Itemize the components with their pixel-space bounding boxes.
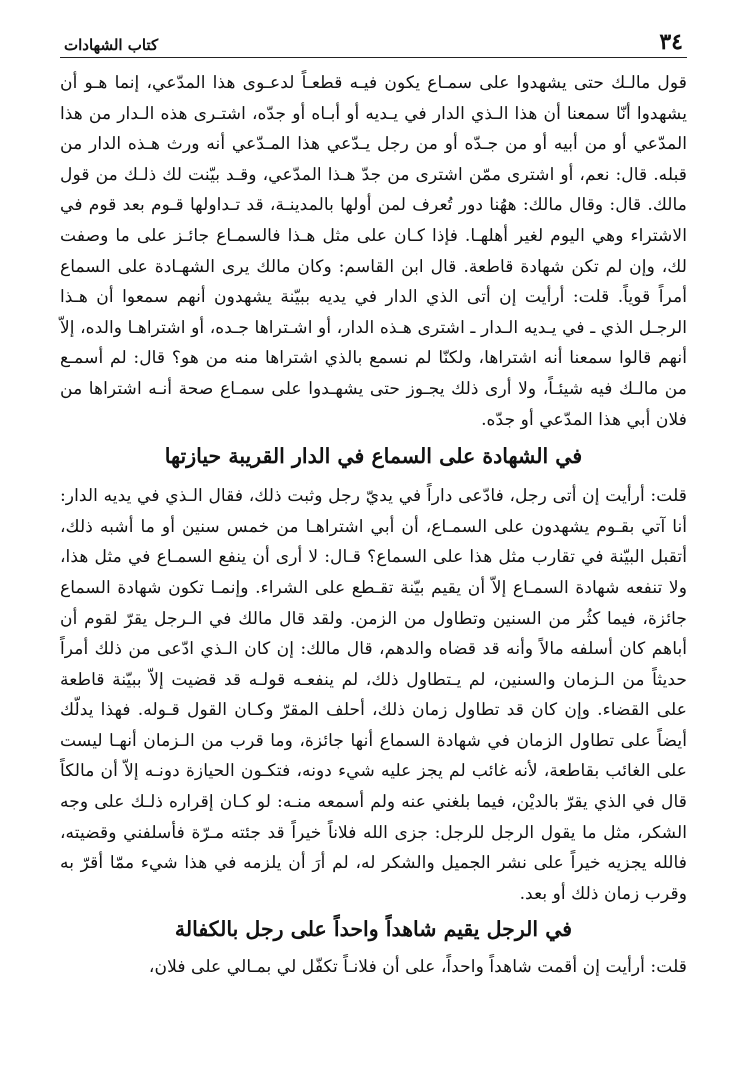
body-paragraph: قول مالـك حتى يشهدوا على سمـاع يكون فيـه قطعـاً لدعـوى هذا المدّعي، إنما هـو أن يشهدوا أنّا سمعنا أن هذا الـذي الدار في يـديه أو أبـاه أو جدّه، اشتـرى هذه الـدار من هذا المدّعي أو من أبيه أو من جـدّه أو من رجل يـدّعي هذا المـدّعي أنه ورث هـذه الدار من قبله. قال: نعم، أو اشترى ممّن اشترى من جدّ هـذا المدّعي، وقـد بيّنت لك ذلـك من قول مالك. قال: وقال مالك: ههُنا دور تُعرف لمن أولها بالمدينـة، قد تـداولها قـوم بعد قوم في الاشتراء وهي اليوم لغير أهلهـا. فإذا كـان على مثل هـذا فالسمـاع جائـز على ما وصفت لك، وإن لم تكن شهادة قاطعة. قال ابن القاسم: وكان مالك يرى الشهـادة على السماع أمراً قوياً. قلت: أرأيت إن أتى الذي الدار في يديه ببيّنة يشهدون أنهم سمعوا أن هـذا الرجـل الذي ـ في يـديه الـدار ـ اشترى هـذه الدار، أو اشـتراها جـده، أو اشتراهـا والده، إلاّ أنهم قالوا سمعنا أنه اشتراها، ولكنّا لم نسمع بالذي اشتراها منه من هو؟ قال: لم أسمـع من مالـك فيه شيئـاً، ولا أرى ذلك يجـوز حتى يشهـدوا على سمـاع صحة أنـه اشتراها من فلان أبي هذا المدّعي أو جدّه.	[60, 73, 687, 430]
running-header	[60, 22, 687, 58]
body-paragraph: قلت: أرأيت إن أقمت شاهداً واحداً، على أن فلانـاً تكفّل لي بمـالي على فلان،	[148, 957, 687, 978]
book-title: كتاب الشهادات	[64, 36, 159, 54]
section-heading: في الشهادة على السماع في الدار القريبة حيازتها	[164, 444, 583, 469]
body-paragraph: قلت: أرأيت إن أتى رجل، فادّعى داراً في يديّ رجل وثبت ذلك، فقال الـذي في يديه الدار: أنا آتي بقـوم يشهدون على السمـاع، أن أبي اشتراهـا من خمس سنين أو ما أشبه ذلك، أتقبل البيّنة في تقارب مثل هذا على السماع؟ قـال: لا أرى أن ينفع السمـاع في مثل هذا، ولا تنفعه شهادة السمـاع إلاّ أن يقيم بيّنة تقـطع على الشراء. وإنمـا تكون شهادة السماع جائزة، فيما كثُر من السنين وتطاول من الزمن. ولقد قال مالك في الـرجل يقرّ لقوم أن أباهم كان أسلفه مالاً وأنه قد قضاه والدهم، قال مالك: إن كان الـذي ادّعى من ذلك أمراً حديثاً من الـزمان والسنين، لم يـتطاول ذلك، لم ينفعـه قولـه قد قضيت إلاّ ببيّنة قاطعة على القضاء. وإن كان قد تطاول زمان ذلك، أحلف المقرّ وكـان القول قـوله. فهذا يدلّك أيضاً على تطاول الزمان في شهادة السماع أنها جائزة، وما قرب من الـزمان أنهـا ليست على الغائب بقاطعة، لأنه غائب لم يجز عليه شيء دونه، فتكـون الحيازة دونـه إلاّ أن مالكاً قال في الذي يقرّ بالديْن، فيما بلغني عنه ولم أسمعه منـه: لو كـان إقراره ذلـك على وجه الشكر، مثل ما يقول الرجل للرجل: جزى الله فلاناً خيراً قد جئته مـرّة فأسلفني وقضيته، فالله يجزيه خيراً على نشر الجميل والشكر له، لم أرَ أن يلزمه في هذا شيء ممّا أقرّ به وقرب زمان ذلك أو بعد.	[60, 486, 687, 904]
page-number: ٣٤	[659, 29, 683, 55]
section-heading: في الرجل يقيم شاهداً واحداً على رجل بالكفالة	[174, 917, 573, 942]
